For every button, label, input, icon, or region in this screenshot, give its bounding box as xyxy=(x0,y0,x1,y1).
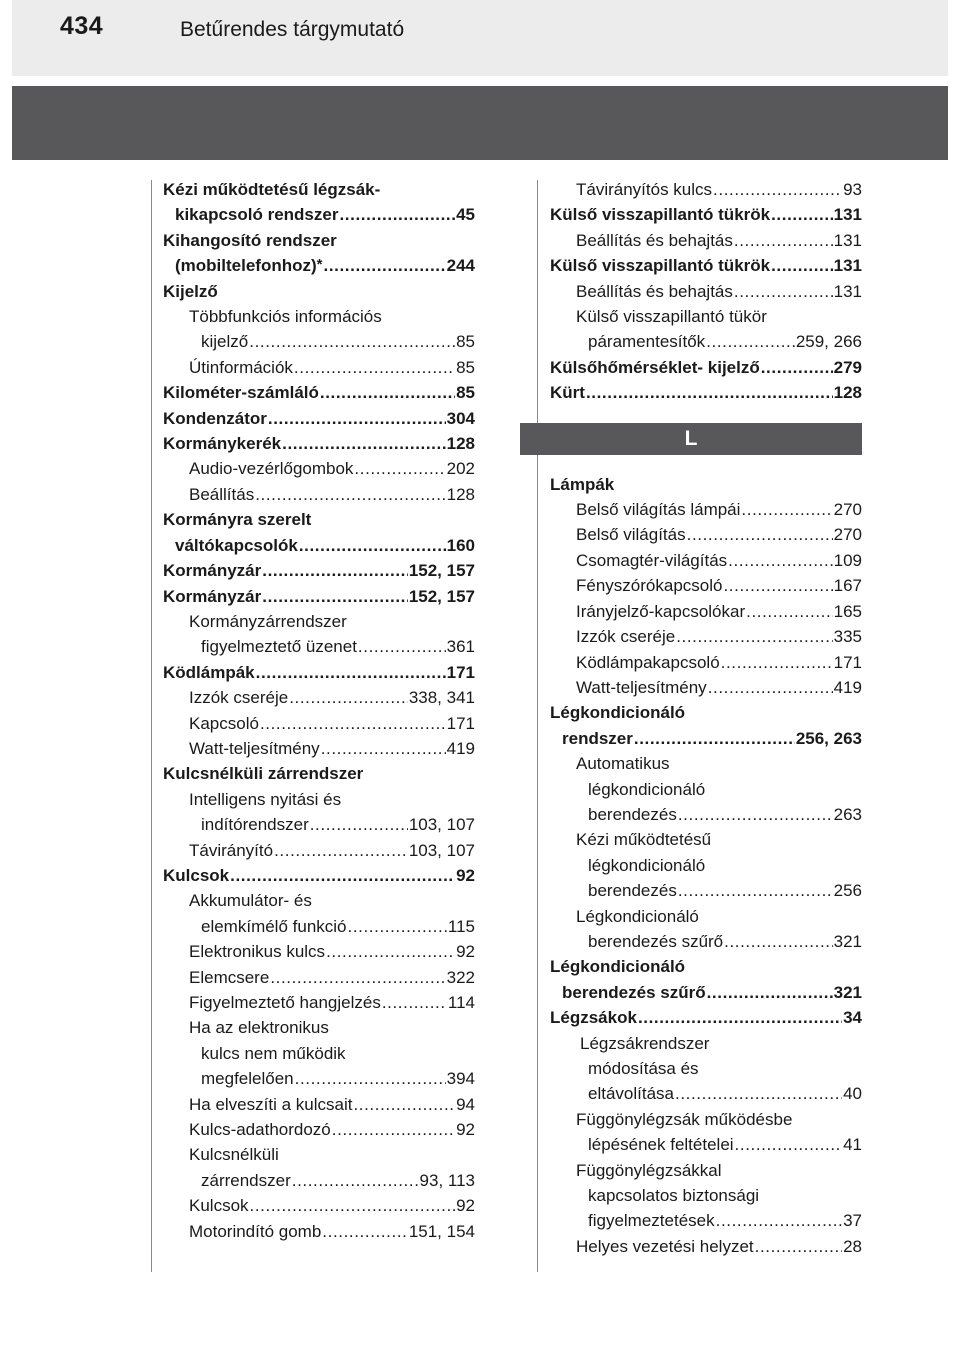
page-reference: 165 xyxy=(833,601,862,621)
index-entry xyxy=(550,497,862,522)
index-entry xyxy=(550,878,862,903)
index-entry xyxy=(550,929,862,954)
page-reference: 128 xyxy=(833,383,862,403)
index-group-k-continued xyxy=(550,177,862,406)
page-reference: 92 xyxy=(456,1120,475,1140)
index-entry xyxy=(163,228,475,253)
index-entry xyxy=(550,1158,862,1183)
index-term: Kapcsoló xyxy=(189,713,259,733)
dot-leader xyxy=(270,965,445,990)
page-reference: 171 xyxy=(446,713,475,733)
index-term: Kormányzár xyxy=(163,561,262,581)
page-reference: 28 xyxy=(843,1236,862,1256)
dot-leader xyxy=(353,1092,455,1117)
index-entry xyxy=(550,177,862,202)
dot-leader xyxy=(292,1168,419,1193)
index-entry: (mobiltelefonhoz) * ..... 244 xyxy=(163,253,475,278)
index-term: Ha elveszíti a kulcsait xyxy=(189,1094,353,1114)
index-entry xyxy=(550,1208,862,1233)
index-term: módosítása és xyxy=(588,1059,699,1078)
index-entry xyxy=(163,177,475,202)
index-entry xyxy=(163,888,475,913)
index-entry xyxy=(550,1031,862,1056)
index-entry xyxy=(550,904,862,929)
index-entry xyxy=(163,1168,475,1193)
page-reference: 40 xyxy=(843,1084,862,1104)
page-reference: 361 xyxy=(446,637,475,657)
index-entry xyxy=(550,279,862,304)
page-reference: 131 xyxy=(833,256,862,276)
dot-leader xyxy=(262,558,408,583)
dot-leader xyxy=(260,711,446,736)
page-reference: 338, 341 xyxy=(408,688,475,708)
dot-leader xyxy=(721,650,833,675)
index-term: Többfunkciós információs xyxy=(189,307,382,327)
page-reference: 131 xyxy=(833,281,862,301)
index-term: berendezés xyxy=(588,804,677,824)
index-term: Függönylégzsák működésbe xyxy=(576,1109,793,1129)
index-entry xyxy=(550,700,862,725)
index-entry xyxy=(163,965,475,990)
index-term: Izzók cseréje xyxy=(576,627,676,647)
index-entry xyxy=(550,573,862,598)
page-reference: 92 xyxy=(456,865,475,885)
dot-leader xyxy=(741,497,832,522)
index-entry xyxy=(163,329,475,354)
dot-leader xyxy=(332,1117,455,1142)
index-entry xyxy=(163,660,475,685)
page-reference: 103, 107 xyxy=(408,840,475,860)
index-entry xyxy=(550,853,862,878)
dot-leader xyxy=(299,533,446,558)
index-term: Beállítás xyxy=(189,484,255,504)
index-entry xyxy=(163,202,475,227)
index-entry xyxy=(163,1092,475,1117)
page-reference: 92 xyxy=(456,942,475,962)
index-term: Ködlámpák xyxy=(163,662,255,682)
index-entry xyxy=(550,954,862,979)
page-reference: 335 xyxy=(833,627,862,647)
header-band xyxy=(12,86,948,160)
index-term: Külső visszapillantó tükör xyxy=(576,307,767,327)
index-entry xyxy=(550,675,862,700)
page-reference: 37 xyxy=(843,1211,862,1231)
index-entry xyxy=(550,650,862,675)
page-number: 434 xyxy=(60,12,104,40)
index-entry xyxy=(163,380,475,405)
index-term: Kilométer-számláló xyxy=(163,383,319,403)
dot-leader xyxy=(706,329,795,354)
index-term: Kormányzár xyxy=(163,586,262,606)
index-term: Útinformációk xyxy=(189,357,293,377)
index-term: Belső világítás xyxy=(576,525,686,545)
index-term: Kürt xyxy=(550,383,585,403)
page-reference: 152, 157 xyxy=(408,561,475,581)
index-entry xyxy=(163,914,475,939)
index-entry xyxy=(163,711,475,736)
index-term: Kulcs-adathordozó xyxy=(189,1120,331,1140)
dot-leader xyxy=(274,838,408,863)
index-term: Kézi működtetésű xyxy=(576,830,712,850)
page-reference: 171 xyxy=(833,652,862,672)
dot-leader xyxy=(322,1219,408,1244)
dot-leader xyxy=(249,329,455,354)
index-term: Akkumulátor- és xyxy=(189,891,312,911)
index-term: Kijelző xyxy=(163,281,218,301)
dot-leader xyxy=(634,726,795,751)
index-term: Kulcsnélküli xyxy=(189,1145,279,1165)
index-entry xyxy=(163,558,475,583)
page-reference: 131 xyxy=(833,205,862,225)
index-entry xyxy=(163,1066,475,1091)
dot-leader xyxy=(724,929,832,954)
index-term: Kulcsnélküli zárrendszer xyxy=(163,764,364,784)
dot-leader xyxy=(746,599,832,624)
index-entry xyxy=(163,990,475,1015)
index-entry xyxy=(550,472,862,497)
index-term: Intelligens nyitási és xyxy=(189,789,342,809)
dot-leader xyxy=(735,1132,843,1157)
page-reference: 114 xyxy=(447,993,475,1012)
index-term: Kormánykerék xyxy=(163,434,282,454)
index-term: kijelző xyxy=(201,332,249,352)
index-term: Izzók cseréje xyxy=(189,688,289,708)
index-term: rendszer xyxy=(562,728,633,748)
index-term: berendezés szűrő xyxy=(588,931,724,951)
index-term: Automatikus xyxy=(576,754,670,774)
dot-leader xyxy=(687,522,833,547)
dot-leader xyxy=(771,202,833,227)
index-entry xyxy=(550,329,862,354)
page-reference: 419 xyxy=(446,738,475,758)
page-reference: 41 xyxy=(843,1135,862,1155)
index-entry xyxy=(550,1056,862,1081)
page-reference: 322 xyxy=(446,967,475,987)
page-reference: 131 xyxy=(833,230,862,250)
page-reference: 256, 263 xyxy=(795,728,862,748)
index-entry xyxy=(550,726,862,751)
dot-leader xyxy=(294,355,455,380)
dot-leader xyxy=(268,406,446,431)
index-entry xyxy=(550,522,862,547)
index-term: Helyes vezetési helyzet xyxy=(576,1236,754,1256)
index-term: berendezés szűrő xyxy=(562,982,706,1002)
index-entry xyxy=(163,863,475,888)
page-reference: 394 xyxy=(446,1069,475,1089)
dot-leader xyxy=(716,1208,842,1233)
index-entry xyxy=(163,431,475,456)
index-entry xyxy=(163,1193,475,1218)
index-term: légkondicionáló xyxy=(588,855,706,875)
index-term: megfelelően xyxy=(201,1069,294,1089)
index-term: Külső visszapillantó tükrök xyxy=(550,256,771,276)
column-divider-middle xyxy=(537,180,538,1272)
index-entry xyxy=(163,456,475,481)
dot-leader xyxy=(382,990,447,1015)
index-term: Légkondicionáló xyxy=(550,957,686,977)
dot-leader xyxy=(676,624,832,649)
index-term: eltávolítása xyxy=(588,1084,674,1104)
page-reference: 321 xyxy=(833,982,862,1002)
index-entry xyxy=(163,507,475,532)
index-term: Függönylégzsákkal xyxy=(576,1160,722,1180)
page-reference: 256 xyxy=(833,881,862,901)
index-term: Irányjelző-kapcsolókar xyxy=(576,601,746,621)
index-entry xyxy=(163,609,475,634)
dot-leader xyxy=(256,660,446,685)
index-entry xyxy=(550,777,862,802)
index-entry xyxy=(163,304,475,329)
index-entry xyxy=(163,761,475,786)
dot-leader xyxy=(358,634,446,659)
index-entry xyxy=(550,228,862,253)
index-entry xyxy=(163,1015,475,1040)
dot-leader xyxy=(295,1066,446,1091)
index-term: Kormányra szerelt xyxy=(163,510,312,530)
index-entry xyxy=(163,634,475,659)
page-reference: 151, 154 xyxy=(408,1221,475,1241)
page-reference: 419 xyxy=(833,677,862,697)
index-entry xyxy=(163,812,475,837)
index-term: Watt-teljesítmény xyxy=(576,677,707,697)
index-entry xyxy=(550,624,862,649)
index-term: lépésének feltételei xyxy=(588,1135,734,1155)
index-term: Kihangosító rendszer xyxy=(163,230,337,250)
index-term: Távirányítós kulcs xyxy=(576,180,713,199)
dot-leader xyxy=(638,1005,842,1030)
page-reference: 93, 113 xyxy=(419,1170,475,1190)
dot-leader xyxy=(326,939,455,964)
index-term: Audio-vezérlőgombok xyxy=(189,459,354,479)
page-reference: 270 xyxy=(833,525,862,545)
index-term: Kézi működtetésű légzsák- xyxy=(163,180,381,199)
page-reference: 103, 107 xyxy=(408,815,475,835)
index-term: indítórendszer xyxy=(201,815,309,835)
index-column-left xyxy=(163,177,475,1244)
page-reference: 34 xyxy=(843,1008,862,1028)
dot-leader xyxy=(755,1234,842,1259)
index-term: berendezés xyxy=(588,881,677,901)
dot-leader xyxy=(250,1193,456,1218)
index-term: Kondenzátor xyxy=(163,408,267,428)
dot-leader xyxy=(708,675,833,700)
dot-leader xyxy=(354,456,445,481)
index-term: Motorindító gomb xyxy=(189,1221,322,1241)
index-entry xyxy=(550,380,862,405)
page-reference: 244 xyxy=(446,256,475,276)
dot-leader xyxy=(586,380,833,405)
index-entry xyxy=(163,355,475,380)
index-entry xyxy=(163,939,475,964)
index-entry xyxy=(550,1234,862,1259)
page-reference: 92 xyxy=(456,1196,475,1216)
dot-leader xyxy=(262,584,408,609)
index-term: Ha az elektronikus xyxy=(189,1018,329,1038)
index-entry xyxy=(163,533,475,558)
column-divider-left xyxy=(151,180,152,1272)
index-entry xyxy=(550,1081,862,1106)
index-term: Külső visszapillantó tükrök xyxy=(550,205,771,225)
page-reference: 109 xyxy=(833,550,862,570)
dot-leader xyxy=(723,573,832,598)
index-term: Beállítás és behajtás xyxy=(576,230,733,250)
page-reference: 304 xyxy=(446,408,475,428)
dot-leader xyxy=(728,548,832,573)
index-entry xyxy=(163,406,475,431)
page-reference: 152, 157 xyxy=(408,586,475,606)
index-entry xyxy=(163,787,475,812)
index-term: kulcs nem működik xyxy=(201,1043,346,1063)
index-term: Watt-teljesítmény xyxy=(189,738,320,758)
dot-leader xyxy=(339,202,455,227)
index-entry xyxy=(163,838,475,863)
page-reference: 263 xyxy=(833,804,862,824)
index-term: Külsőhőmérséklet- kijelző xyxy=(550,357,760,377)
index-term: Fényszórókapcsoló xyxy=(576,576,723,596)
index-entry xyxy=(550,802,862,827)
index-term: Kulcsok xyxy=(163,865,230,885)
section-letter-heading: L xyxy=(520,423,862,455)
page-reference: 171 xyxy=(446,662,475,682)
dot-leader xyxy=(320,380,455,405)
index-entry xyxy=(550,1107,862,1132)
dot-leader xyxy=(707,980,833,1005)
dot-leader xyxy=(734,228,833,253)
index-entry xyxy=(550,1005,862,1030)
index-term: Lámpák xyxy=(550,474,615,494)
page-reference: 202 xyxy=(446,459,475,479)
page-reference: 160 xyxy=(446,535,475,555)
page-reference: 85 xyxy=(456,332,475,352)
index-entry xyxy=(163,1041,475,1066)
dot-leader xyxy=(675,1081,842,1106)
index-entry xyxy=(163,736,475,761)
dot-leader xyxy=(678,802,833,827)
index-entry xyxy=(550,1183,862,1208)
dot-leader xyxy=(734,279,833,304)
dot-leader xyxy=(230,863,455,888)
index-term: páramentesítők xyxy=(588,332,706,352)
index-term: Kulcsok xyxy=(189,1196,249,1216)
index-entry xyxy=(163,482,475,507)
index-term: Légkondicionáló xyxy=(550,703,686,723)
page-reference: 85 xyxy=(456,383,475,403)
index-term: elemkímélő funkció xyxy=(201,916,347,936)
dot-leader xyxy=(761,355,833,380)
index-term: zárrendszer xyxy=(201,1170,291,1190)
index-term: Kormányzárrendszer xyxy=(189,611,347,631)
page-reference: 93 xyxy=(843,180,862,199)
page-reference: 279 xyxy=(833,357,862,377)
index-term: (mobiltelefonhoz) xyxy=(175,256,317,276)
index-entry xyxy=(163,685,475,710)
index-entry xyxy=(550,980,862,1005)
page-reference: 94 xyxy=(456,1094,475,1114)
index-column-right xyxy=(550,177,862,1259)
page-reference: 167 xyxy=(833,576,862,596)
index-entry xyxy=(550,599,862,624)
index-entry xyxy=(163,1219,475,1244)
index-term: Ködlámpakapcsoló xyxy=(576,652,720,672)
page-reference: 128 xyxy=(446,484,475,504)
index-entry xyxy=(550,1132,862,1157)
index-term: Elektronikus kulcs xyxy=(189,942,326,962)
page-reference: 45 xyxy=(456,205,475,225)
page-title: Betűrendes tárgymutató xyxy=(180,18,405,41)
index-term: Csomagtér-világítás xyxy=(576,550,728,570)
page-reference: 85 xyxy=(456,357,475,377)
page-reference: 259, 266 xyxy=(795,332,862,352)
index-term: váltókapcsolók xyxy=(175,535,298,555)
page-reference: 128 xyxy=(446,434,475,454)
index-entry xyxy=(550,304,862,329)
index-entry xyxy=(550,548,862,573)
dot-leader xyxy=(713,177,842,202)
index-term: Elemcsere xyxy=(189,967,270,987)
index-term: figyelmeztető üzenet xyxy=(201,637,357,657)
dot-leader xyxy=(282,431,446,456)
dot-leader xyxy=(678,878,833,903)
index-term: Légzsákok xyxy=(550,1008,637,1028)
index-term: Távirányító xyxy=(189,840,274,860)
index-term: Beállítás és behajtás xyxy=(576,281,733,301)
dot-leader xyxy=(310,812,408,837)
dot-leader xyxy=(348,914,447,939)
index-entry xyxy=(550,827,862,852)
index-entry xyxy=(163,279,475,304)
index-entry xyxy=(550,355,862,380)
index-entry xyxy=(163,1142,475,1167)
index-term: Légzsákrendszer xyxy=(580,1033,710,1053)
index-entry xyxy=(550,253,862,278)
index-term: kikapcsoló rendszer xyxy=(175,205,339,225)
index-entry xyxy=(163,1117,475,1142)
index-term: Légkondicionáló xyxy=(576,906,699,926)
index-term: légkondicionáló xyxy=(588,779,706,799)
index-entry xyxy=(550,751,862,776)
index-term: Figyelmeztető hangjelzés xyxy=(189,993,381,1012)
dot-leader xyxy=(321,736,446,761)
index-term: Belső világítás lámpái xyxy=(576,500,741,520)
index-entry xyxy=(550,202,862,227)
page-header xyxy=(12,0,948,76)
index-group-l xyxy=(550,472,862,1260)
page-reference: 321 xyxy=(833,931,862,951)
index-term: figyelmeztetések xyxy=(588,1211,715,1231)
page-reference: 115 xyxy=(447,916,475,936)
dot-leader xyxy=(324,253,446,278)
dot-leader xyxy=(771,253,833,278)
dot-leader xyxy=(255,482,445,507)
dot-leader xyxy=(289,685,408,710)
page-reference: 270 xyxy=(833,500,862,520)
index-entry xyxy=(163,584,475,609)
index-term: kapcsolatos biztonsági xyxy=(588,1186,760,1206)
